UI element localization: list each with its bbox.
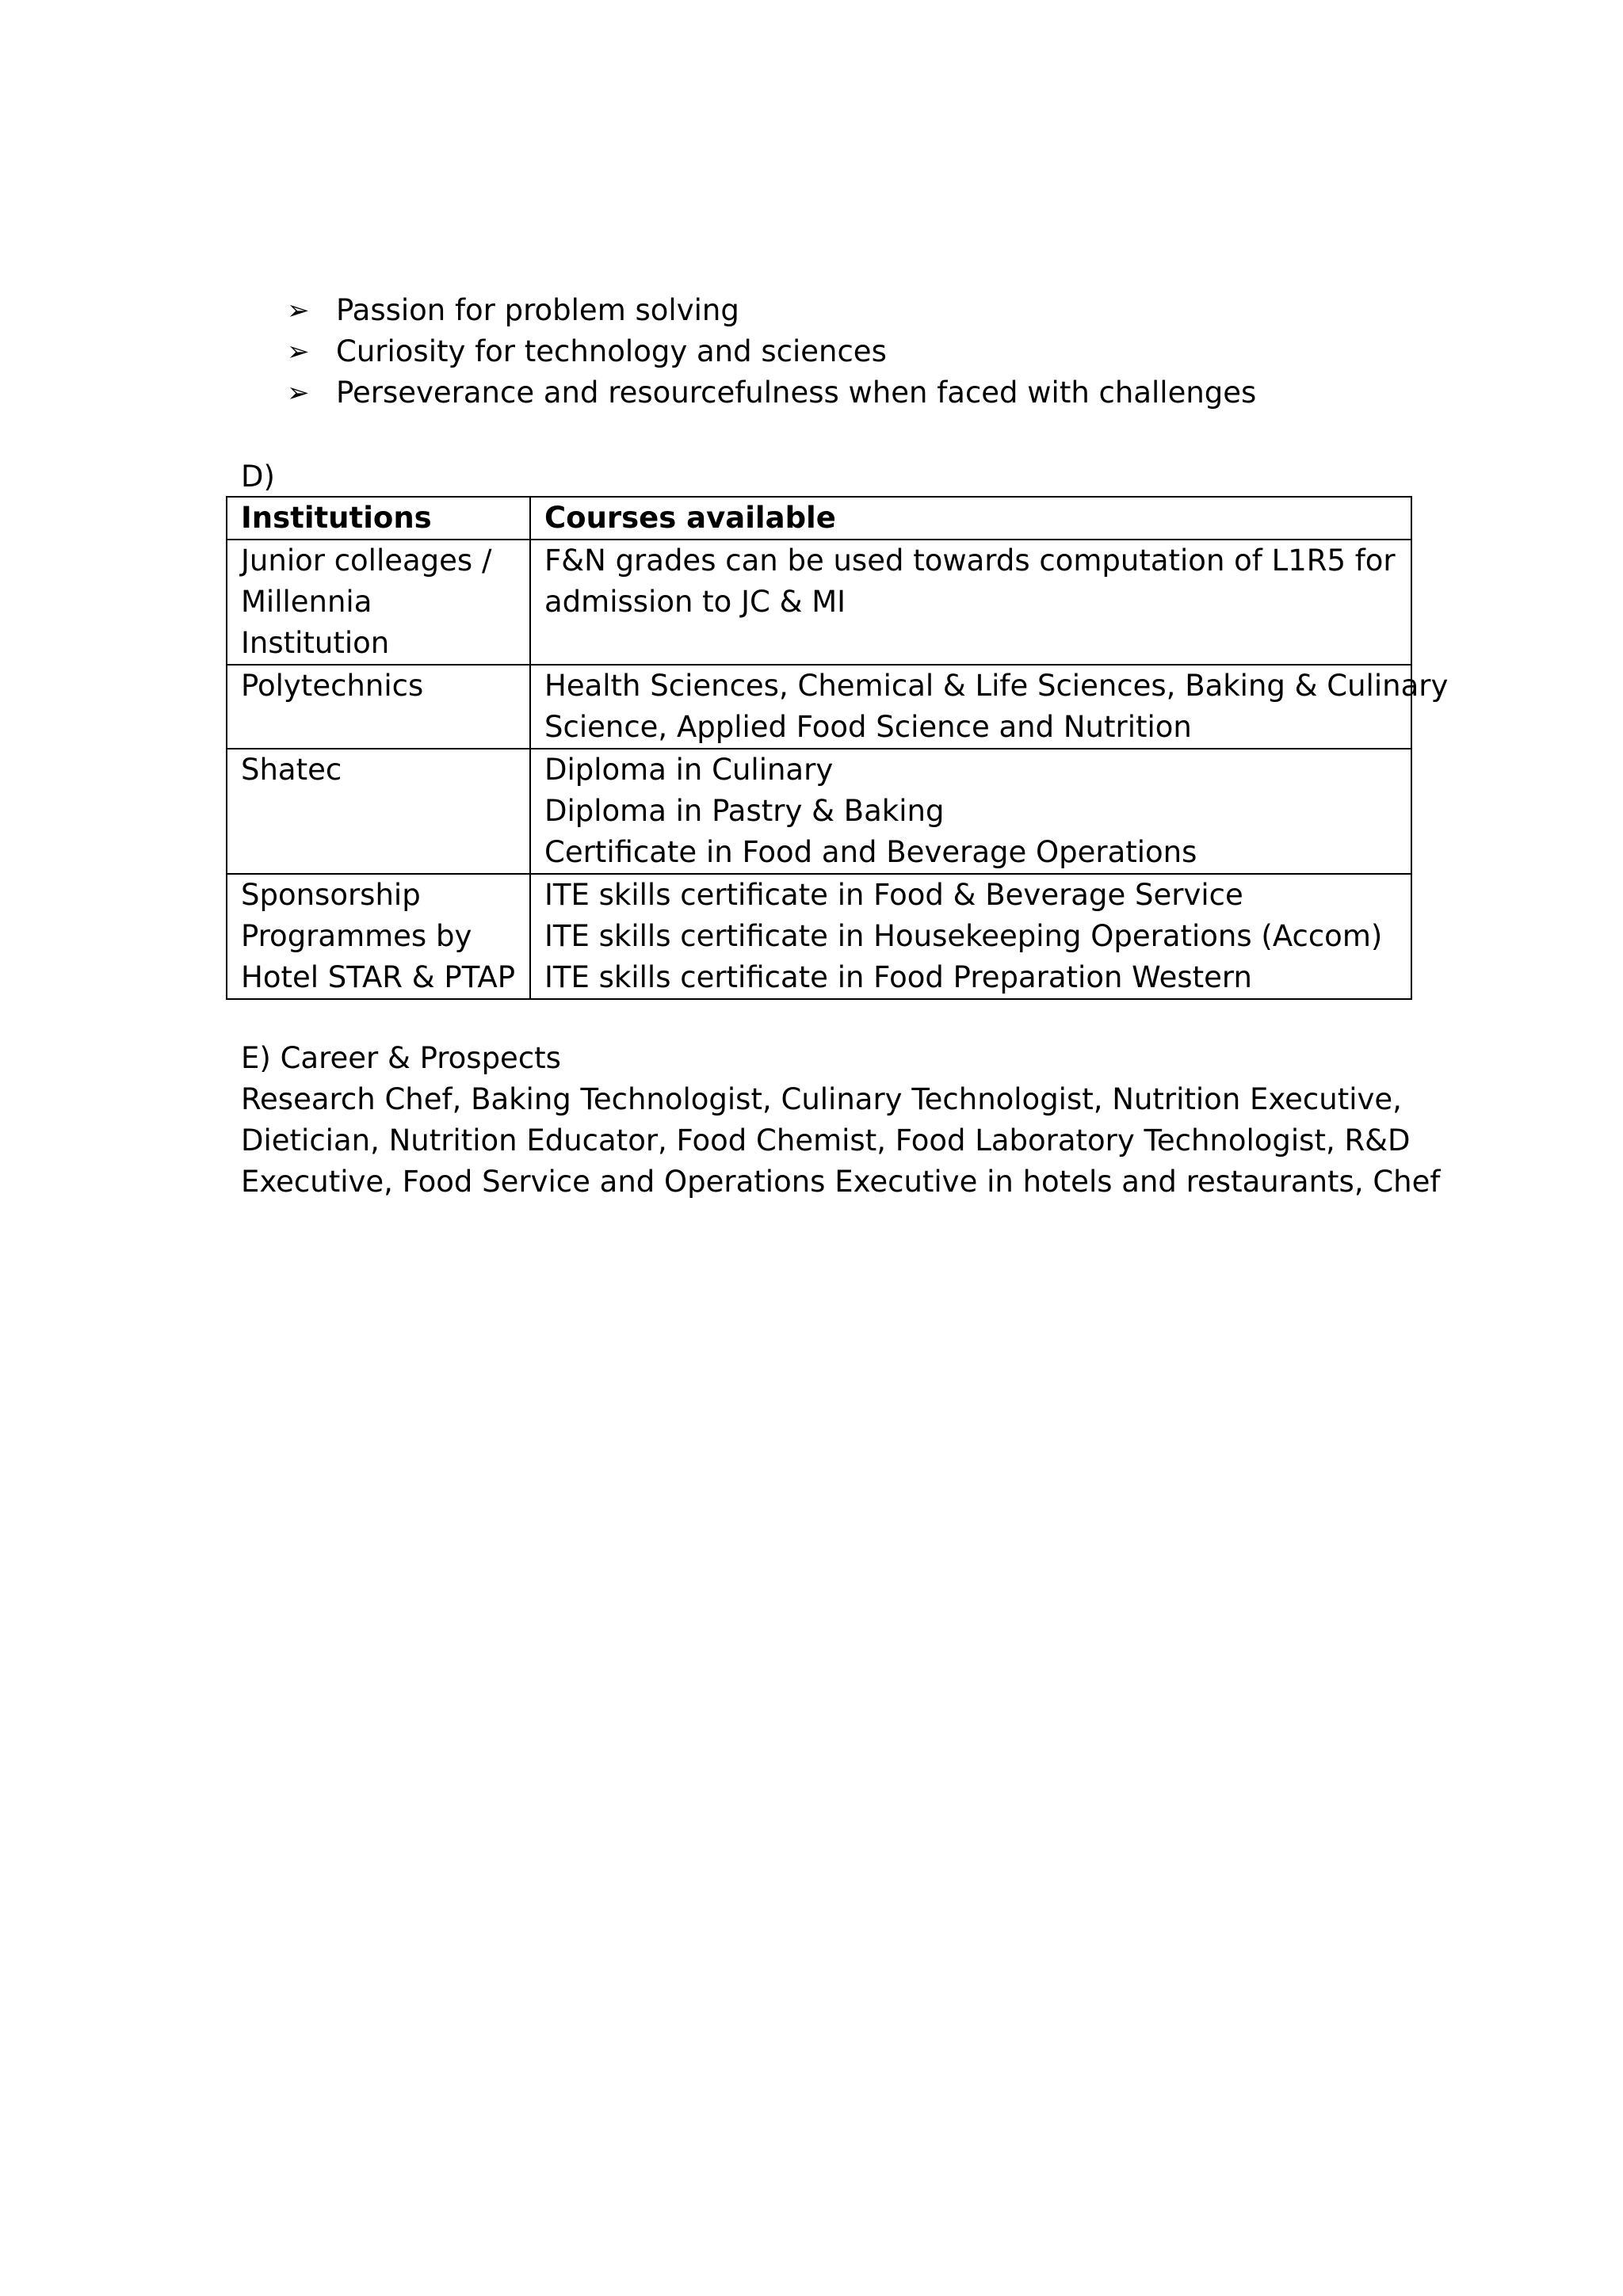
- career-line: Dietician, Nutrition Educator, Food Chemist, Food Laboratory Technologist, R&D: [241, 1123, 1411, 1158]
- cell-line: Institution: [241, 626, 390, 660]
- bullet-text: Curiosity for technology and sciences: [336, 334, 887, 368]
- cell-line: Junior colleages /: [241, 543, 492, 578]
- cell-line: Sponsorship: [241, 878, 421, 912]
- arrowhead-bullet-icon: ➢: [287, 336, 310, 368]
- cell-line: Hotel STAR & PTAP: [241, 960, 516, 994]
- table-row: [227, 874, 1411, 999]
- cell-line: Diploma in Culinary: [544, 753, 834, 787]
- institution-cell: [227, 540, 530, 665]
- cell-line: Programmes by: [241, 919, 472, 953]
- list-item: [287, 331, 1256, 372]
- table-row: [227, 749, 1411, 874]
- cell-line: Shatec: [241, 753, 342, 787]
- cell-line: ITE skills certificate in Housekeeping Operations (Accom): [544, 919, 1383, 953]
- career-line: Executive, Food Service and Operations Executive in hotels and restaurants, Chef: [241, 1165, 1441, 1199]
- cell-line: Millennia: [241, 585, 372, 619]
- table-header-row: [227, 497, 1411, 540]
- cell-line: Health Sciences, Chemical & Life Sciences, Baking & Culinary: [544, 669, 1449, 703]
- institution-cell: [227, 665, 530, 749]
- arrowhead-bullet-icon: ➢: [287, 295, 310, 326]
- cell-line: admission to JC & MI: [544, 585, 846, 619]
- courses-cell: [530, 749, 1411, 874]
- career-line: Research Chef, Baking Technologist, Culinary Technologist, Nutrition Executive,: [241, 1082, 1402, 1116]
- list-item: [287, 290, 1256, 331]
- cell-line: ITE skills certificate in Food Preparation Western: [544, 960, 1252, 994]
- table-row: [227, 665, 1411, 749]
- courses-cell: [530, 540, 1411, 665]
- institutions-table: [226, 496, 1449, 1000]
- cell-line: Diploma in Pastry & Baking: [544, 794, 945, 828]
- section-d-label: D): [241, 460, 275, 494]
- list-item: [287, 372, 1256, 414]
- section-e-title: E) Career & Prospects: [241, 1041, 561, 1075]
- cell-line: Certificate in Food and Beverage Operations: [544, 835, 1197, 869]
- arrowhead-bullet-icon: ➢: [287, 377, 310, 409]
- cell-line: F&N grades can be used towards computation of L1R5 for: [544, 543, 1396, 578]
- cell-line: Polytechnics: [241, 669, 424, 703]
- courses-cell: [530, 874, 1411, 999]
- institution-cell: [227, 749, 530, 874]
- table-row: [227, 540, 1411, 665]
- institution-cell: [227, 874, 530, 999]
- courses-cell: [530, 665, 1449, 749]
- header-courses-available: Courses available: [530, 497, 1411, 540]
- cell-line: Science, Applied Food Science and Nutrition: [544, 710, 1192, 744]
- cell-line: ITE skills certificate in Food & Beverage Service: [544, 878, 1243, 912]
- bullet-text: Perseverance and resourcefulness when faced with challenges: [336, 376, 1257, 410]
- bullet-text: Passion for problem solving: [336, 293, 739, 327]
- career-prospects-section: [241, 1038, 1441, 1203]
- header-institutions: Institutions: [227, 497, 530, 540]
- qualities-list: [287, 290, 1256, 414]
